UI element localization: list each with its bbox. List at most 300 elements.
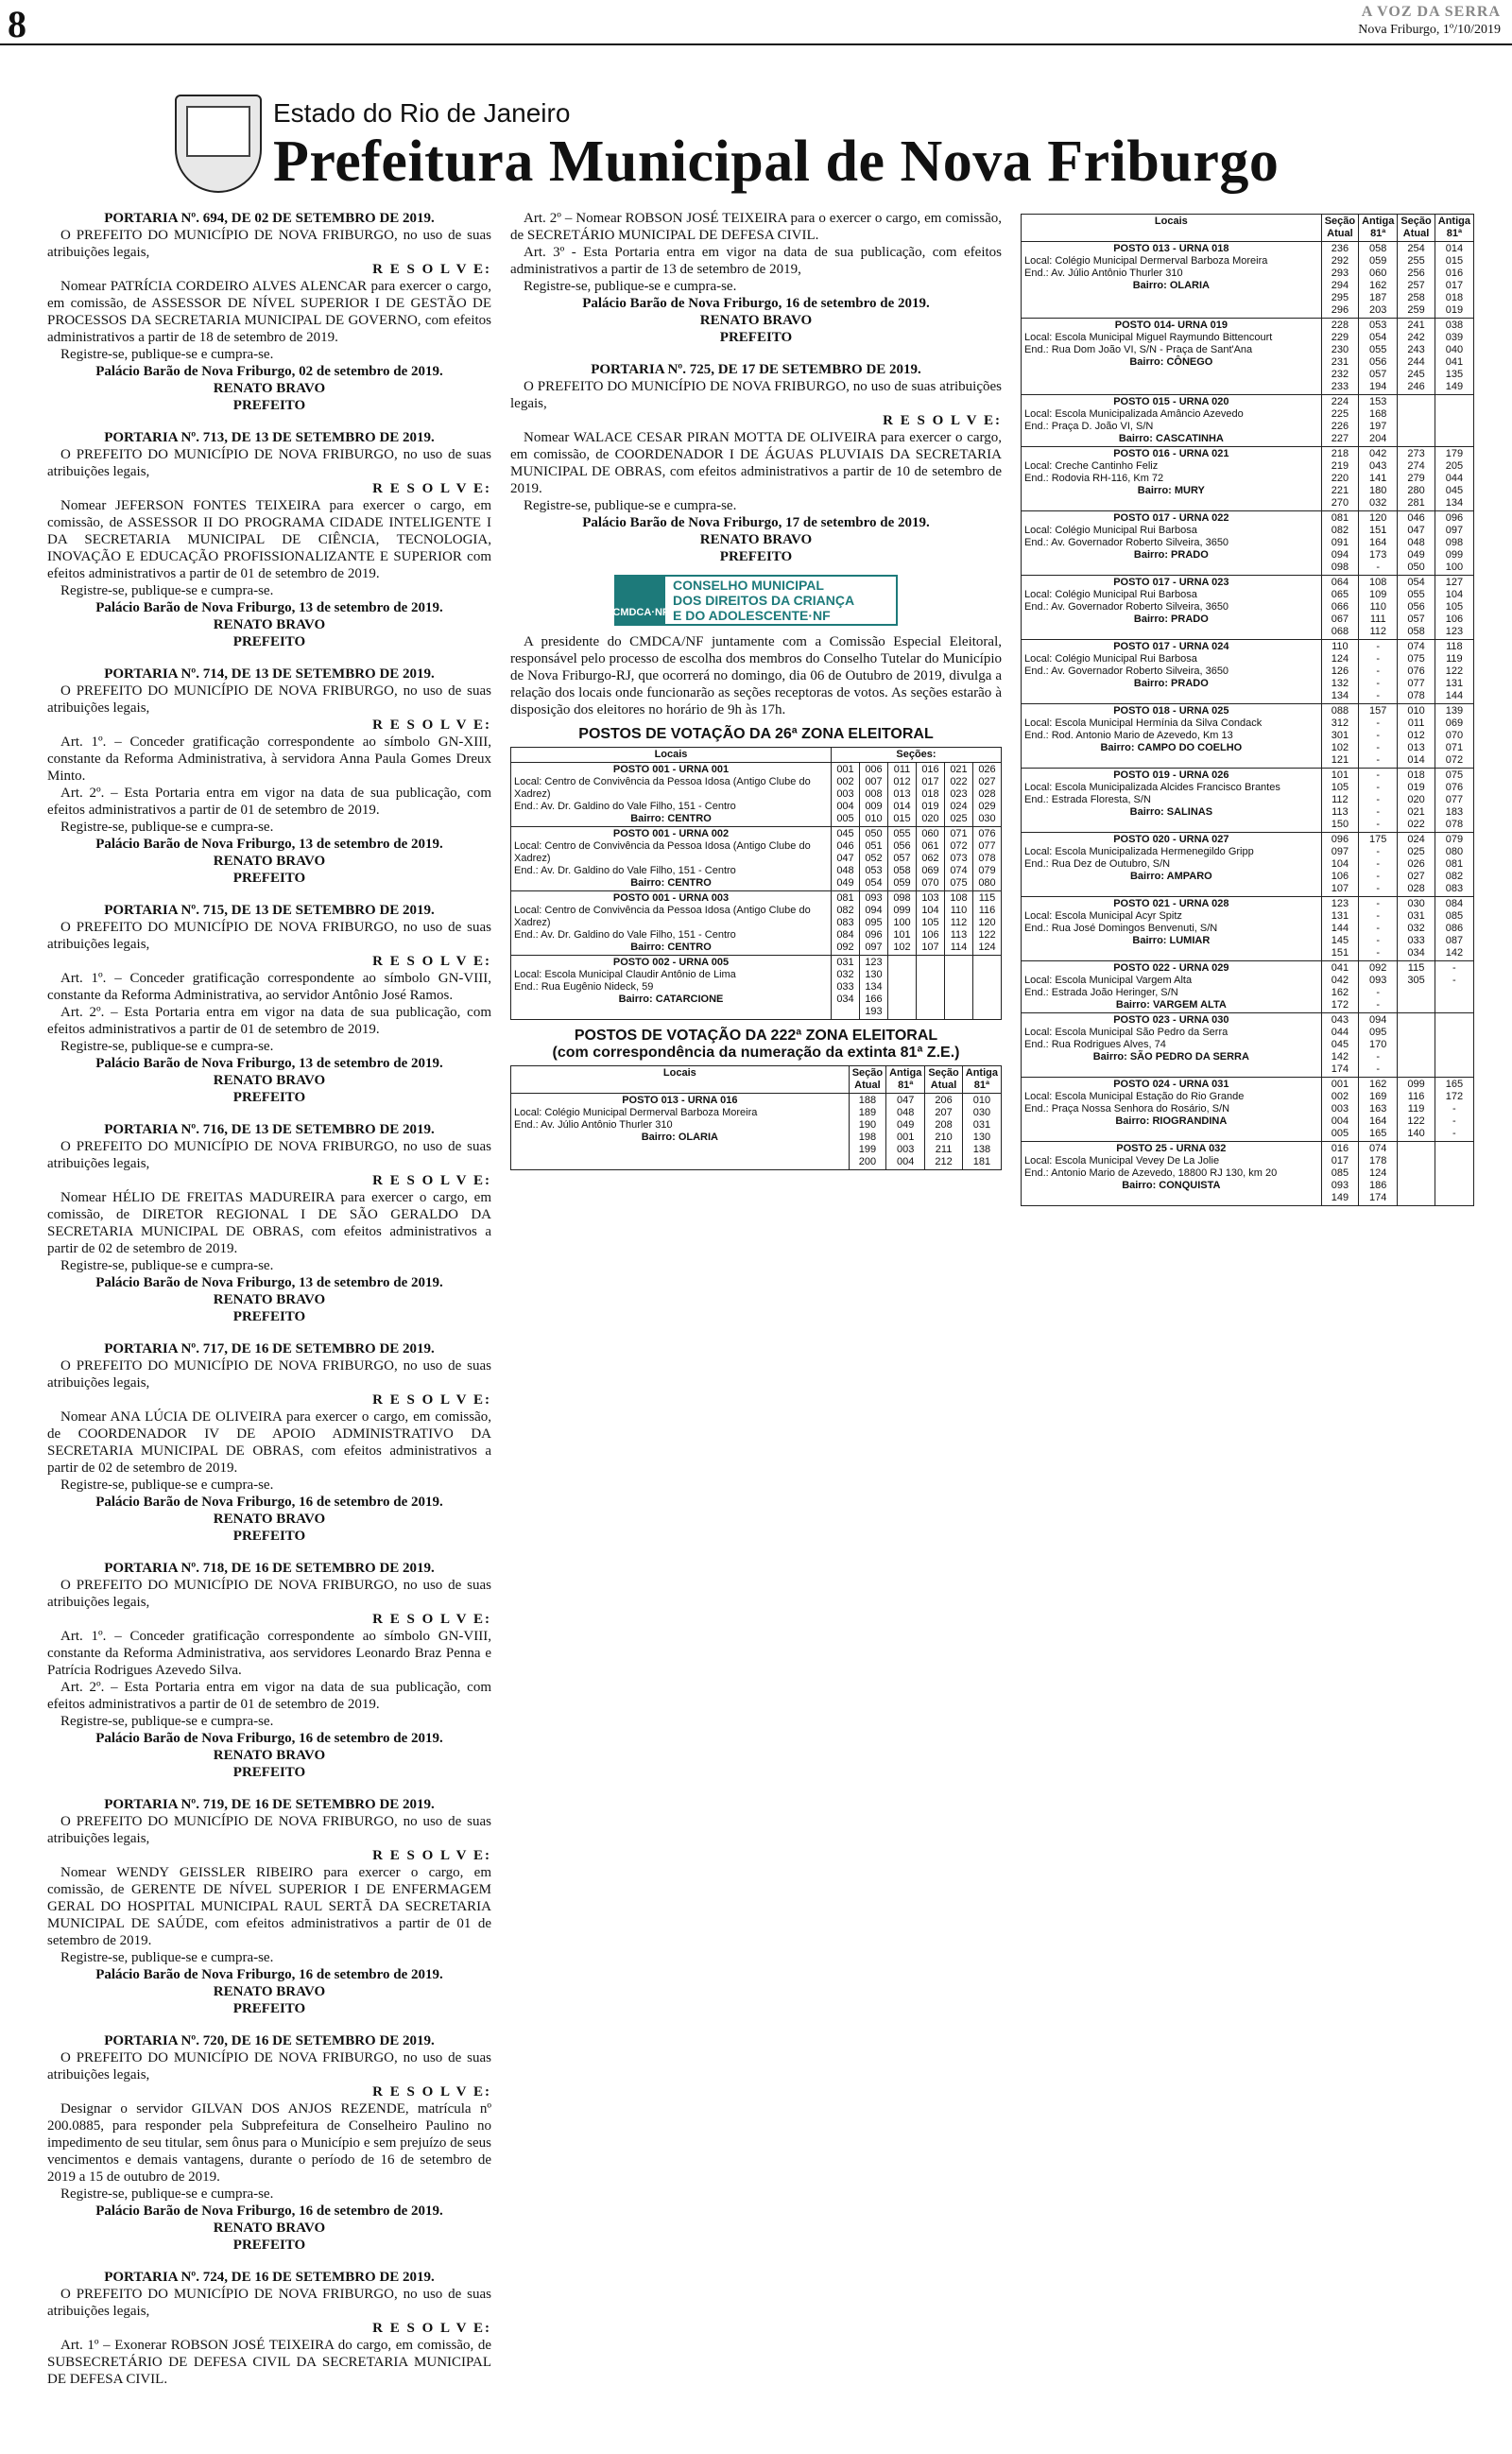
zone-26-table: [510, 747, 1002, 1020]
publish-line: Registre-se, publique-se e cumpra-se.: [524, 279, 737, 294]
location-district: Bairro: AMPARO: [1129, 871, 1212, 882]
mayor-role: PREFEITO: [232, 1090, 306, 1105]
section-current: [1398, 1013, 1435, 1078]
section-old-81: [1435, 1013, 1473, 1078]
location-name: Local: Centro de Convivência da Pessoa Idosa (Antigo Clube do Xadrez): [514, 840, 811, 864]
section-numbers: 093 094 095 096 097: [860, 891, 888, 956]
table-row: [1022, 704, 1474, 769]
signature-place: Palácio Barão de Nova Friburgo, 13 de setembro de 2019.: [95, 1056, 443, 1071]
logo-line: CONSELHO MUNICIPAL: [673, 578, 824, 593]
table-row: [1022, 576, 1474, 640]
header-antiga: Antiga 81ª: [1359, 215, 1398, 242]
section-current: 041 042 162 172: [1321, 961, 1358, 1013]
portaria-716: [47, 1121, 491, 1325]
section-old-81: 127 104 105 106 123: [1435, 576, 1473, 640]
column-polling-stations: [1021, 210, 1474, 1206]
portaria-725: [510, 361, 1002, 565]
polling-station-name: POSTO 015 - URNA 020: [1113, 396, 1229, 407]
section-current: 206 207 208 210 211 212: [925, 1094, 962, 1170]
location-district: Bairro: SÃO PEDRO DA SERRA: [1092, 1051, 1249, 1063]
location-name: Local: Colégio Municipal Dermerval Barboza Moreira: [514, 1107, 758, 1118]
location-district: Bairro: SALINAS: [1129, 806, 1213, 818]
location-district: Bairro: CATARCIONE: [618, 994, 724, 1005]
section-old-81: [1435, 395, 1473, 447]
zone-222-table: [510, 1065, 1002, 1170]
page-number: 8: [8, 3, 26, 45]
table-row: [1022, 640, 1474, 704]
location-district: Bairro: RIOGRANDINA: [1115, 1115, 1228, 1127]
portaria-body: Nomear ANA LÚCIA DE OLIVEIRA para exercer o cargo, em comissão, de COORDENADOR IV DE APOIO ADMINISTRATIVO DA SECRETARIA MUNICIPAL DE OBRAS, com efeitos administrativos a partir de 02 de setembro de 2019.: [47, 1409, 491, 1476]
section-current: 099 116 119 122 140: [1398, 1078, 1435, 1142]
section-numbers: 098 099 100 101 102: [888, 891, 917, 956]
polling-location: [1022, 319, 1322, 395]
header-antiga: Antiga 81ª: [1435, 215, 1473, 242]
polling-location: [1022, 242, 1322, 319]
column-portarias-1: [47, 210, 491, 2388]
logo-line: E DO ADOLESCENTE·NF: [673, 608, 831, 623]
mayor-role: PREFEITO: [232, 1765, 306, 1780]
polling-station-name: POSTO 019 - URNA 026: [1113, 769, 1229, 781]
portaria-724-continued: [510, 210, 1002, 346]
section-numbers: 123 130 134 166 193: [860, 956, 888, 1020]
polling-location: [1022, 1142, 1322, 1206]
section-old-81: 139 069 070 071 072: [1435, 704, 1473, 769]
portaria-intro: O PREFEITO DO MUNICÍPIO DE NOVA FRIBURGO, no uso de suas atribuições legais,: [47, 1358, 491, 1391]
section-current: 110 124 126 132 134: [1321, 640, 1358, 704]
location-address: End.: Av. Dr. Galdino do Vale Filho, 151 - Centro: [514, 801, 736, 812]
resolve-label: R E S O L V E:: [372, 262, 491, 277]
resolve-label: R E S O L V E:: [883, 413, 1002, 428]
portaria-intro: O PREFEITO DO MUNICÍPIO DE NOVA FRIBURGO, no uso de suas atribuições legais,: [47, 1814, 491, 1846]
section-numbers: 108 110 112 113 114: [945, 891, 973, 956]
signature-place: Palácio Barão de Nova Friburgo, 17 de setembro de 2019.: [582, 515, 930, 530]
section-old-81: 108 109 110 111 112: [1359, 576, 1398, 640]
section-old-81: 157 - - - -: [1359, 704, 1398, 769]
portaria-title: PORTARIA Nº. 720, DE 16 DE SETEMBRO DE 2019.: [104, 2033, 435, 2048]
location-address: End.: Av. Dr. Galdino do Vale Filho, 151 - Centro: [514, 929, 736, 941]
polling-station-name: POSTO 001 - URNA 001: [612, 764, 730, 775]
section-old-81: 053 054 055 056 057 194: [1359, 319, 1398, 395]
location-name: Local: Escola Municipal Claudir Antônio de Lima: [514, 969, 736, 980]
publish-line: Registre-se, publique-se e cumpra-se.: [60, 2186, 274, 2202]
portaria-title: PORTARIA Nº. 724, DE 16 DE SETEMBRO DE 2019.: [104, 2270, 435, 2285]
polling-location: [1022, 640, 1322, 704]
portaria-718: [47, 1560, 491, 1781]
portaria-title: PORTARIA Nº. 713, DE 13 DE SETEMBRO DE 2019.: [104, 430, 435, 445]
location-district: Bairro: CENTRO: [630, 877, 712, 889]
portaria-body: Designar o servidor GILVAN DOS ANJOS REZENDE, matrícula nº 200.0885, para responder pela Subprefeitura de Conselheiro Paulino no impedimento de seu titular, sem ônus para o Município e sem prejuízo de seus vencimentos e demais vantagens, durante o período de 16 de setembro de 2019 a 15 de outubro de 2019.: [47, 2101, 491, 2185]
portaria-717: [47, 1340, 491, 1545]
location-district: Bairro: PRADO: [1133, 614, 1209, 625]
section-numbers: 021 022 023 024 025: [945, 763, 973, 827]
location-district: Bairro: CASCATINHA: [1118, 433, 1224, 444]
header-locais: Locais: [1022, 215, 1322, 242]
polling-location: [511, 891, 832, 956]
mayor-role: PREFEITO: [719, 549, 793, 564]
table-row: [1022, 1013, 1474, 1078]
portaria-title: PORTARIA Nº. 715, DE 13 DE SETEMBRO DE 2019.: [104, 903, 435, 918]
section-numbers: [973, 956, 1002, 1020]
polling-station-name: POSTO 017 - URNA 022: [1113, 512, 1229, 524]
portaria-720: [47, 2032, 491, 2254]
section-numbers: 026 027 028 029 030: [973, 763, 1002, 827]
location-name: Local: Centro de Convivência da Pessoa Idosa (Antigo Clube do Xadrez): [514, 776, 811, 800]
portaria-body: Nomear PATRÍCIA CORDEIRO ALVES ALENCAR para exercer o cargo, em comissão, de ASSESSOR DE NÍVEL SUPERIOR I DE GESTÃO DE PROCESSOS DA SECRETARIA MUNICIPAL DE GOVERNO, com efeitos administrativos a partir de 18 de setembro de 2019.: [47, 279, 491, 345]
portaria-title: PORTARIA Nº. 725, DE 17 DE SETEMBRO DE 2019.: [591, 362, 921, 377]
location-name: Local: Escola Municipal São Pedro da Serra: [1024, 1027, 1228, 1038]
location-name: Local: Escola Municipal Hermínia da Silva Condack: [1024, 717, 1263, 729]
section-numbers: 115 116 120 122 124: [973, 891, 1002, 956]
section-current: 236 292 293 294 295 296: [1321, 242, 1358, 319]
section-current: 218 219 220 221 270: [1321, 447, 1358, 511]
column-portarias-2: [510, 210, 1002, 1170]
section-numbers: 031 032 033 034: [832, 956, 860, 1020]
section-numbers: 103 104 105 106 107: [917, 891, 945, 956]
signature-place: Palácio Barão de Nova Friburgo, 16 de setembro de 2019.: [95, 2203, 443, 2219]
newspaper-name: A VOZ DA SERRA: [1361, 4, 1501, 20]
cmdca-icon: CMDCA·NF: [616, 577, 665, 624]
location-address: End.: Estrada João Heringer, S/N: [1024, 987, 1178, 998]
polling-station-name: POSTO 018 - URNA 025: [1113, 705, 1229, 717]
section-numbers: 006 007 008 009 010: [860, 763, 888, 827]
resolve-label: R E S O L V E:: [372, 1848, 491, 1863]
location-address: End.: Rodovia RH-116, Km 72: [1024, 473, 1164, 484]
polling-station-name: POSTO 023 - URNA 030: [1113, 1014, 1229, 1026]
location-district: Bairro: OLARIA: [1132, 280, 1210, 291]
location-address: End.: Rod. Antonio Mario de Azevedo, Km 13: [1024, 730, 1233, 741]
article-2: Art. 2º. – Esta Portaria entra em vigor na data de sua publicação, com efeitos administrativos a partir de 01 de setembro de 2019.: [47, 1005, 491, 1037]
section-old-81: 079 080 081 082 083: [1435, 833, 1473, 897]
section-old-81: 096 097 098 099 100: [1435, 511, 1473, 576]
section-current: 024 025 026 027 028: [1398, 833, 1435, 897]
location-name: Local: Creche Cantinho Feliz: [1024, 460, 1159, 472]
signature-place: Palácio Barão de Nova Friburgo, 13 de setembro de 2019.: [95, 600, 443, 615]
publish-line: Registre-se, publique-se e cumpra-se.: [60, 1258, 274, 1273]
portaria-intro: O PREFEITO DO MUNICÍPIO DE NOVA FRIBURGO, no uso de suas atribuições legais,: [47, 920, 491, 952]
section-old-81: 118 119 122 131 144: [1435, 640, 1473, 704]
section-old-81: 010 030 031 130 138 181: [962, 1094, 1001, 1170]
section-old-81: 162 169 163 164 165: [1359, 1078, 1398, 1142]
location-address: End.: Rua Rodrigues Alves, 74: [1024, 1039, 1166, 1050]
article-2: Art. 2º. – Esta Portaria entra em vigor na data de sua publicação, com efeitos administrativos a partir de 01 de setembro de 2019.: [47, 1680, 491, 1712]
section-old-81: [1435, 1142, 1473, 1206]
polling-location: [1022, 833, 1322, 897]
section-old-81: 120 151 164 173 -: [1359, 511, 1398, 576]
polling-location: [511, 956, 832, 1020]
portaria-719: [47, 1796, 491, 2017]
section-numbers: 081 082 083 084 092: [832, 891, 860, 956]
resolve-label: R E S O L V E:: [372, 1612, 491, 1627]
zone-26-title: POSTOS DE VOTAÇÃO DA 26ª ZONA ELEITORAL: [578, 726, 934, 742]
location-district: Bairro: LUMIAR: [1132, 935, 1211, 946]
header-locais: Locais: [511, 1066, 850, 1094]
table-row: [1022, 395, 1474, 447]
mayor-role: PREFEITO: [232, 1309, 306, 1324]
location-name: Local: Escola Municipalizada Alcides Francisco Brantes: [1024, 782, 1280, 793]
section-current: 010 011 012 013 014: [1398, 704, 1435, 769]
portaria-body: Nomear WENDY GEISSLER RIBEIRO para exercer o cargo, em comissão, de GERENTE DE NÍVEL SUPERIOR I DE ENFERMAGEM GERAL DO HOSPITAL MUNICIPAL RAUL SERTÃ DA SECRETARIA MUNICIPAL DE SAÚDE, com efeitos administrativos a partir de 01 de setembro de 2019.: [47, 1865, 491, 1948]
section-current: 030 031 032 033 034: [1398, 897, 1435, 961]
location-name: Local: Escola Municipalizada Amâncio Azevedo: [1024, 408, 1244, 420]
section-old-81: 165 172 - - -: [1435, 1078, 1473, 1142]
polling-location: [1022, 961, 1322, 1013]
mayor-name: RENATO BRAVO: [213, 1073, 326, 1088]
mayor-name: RENATO BRAVO: [213, 617, 326, 632]
section-numbers: 050 051 052 053 054: [860, 827, 888, 891]
table-row: [1022, 242, 1474, 319]
location-district: Bairro: PRADO: [1133, 549, 1209, 561]
signature-place: Palácio Barão de Nova Friburgo, 16 de setembro de 2019.: [95, 1731, 443, 1746]
location-address: End.: Rua Dez de Outubro, S/N: [1024, 858, 1171, 870]
location-address: End.: Av. Júlio Antônio Thurler 310: [514, 1119, 673, 1131]
section-current: 081 082 091 094 098: [1321, 511, 1358, 576]
polling-station-name: POSTO 024 - URNA 031: [1113, 1079, 1229, 1090]
table-row: [1022, 511, 1474, 576]
section-old-81: 179 205 044 045 134: [1435, 447, 1473, 511]
portaria-title: PORTARIA Nº. 716, DE 13 DE SETEMBRO DE 2019.: [104, 1122, 435, 1137]
section-current: [1398, 395, 1435, 447]
location-name: Local: Colégio Municipal Rui Barbosa: [1024, 589, 1197, 600]
mayor-role: PREFEITO: [232, 634, 306, 649]
section-numbers: 001 002 003 004 005: [832, 763, 860, 827]
portaria-intro: O PREFEITO DO MUNICÍPIO DE NOVA FRIBURGO, no uso de suas atribuições legais,: [47, 228, 491, 260]
section-numbers: 060 061 062 069 070: [917, 827, 945, 891]
section-current: 273 274 279 280 281: [1398, 447, 1435, 511]
portaria-body: Nomear JEFERSON FONTES TEIXEIRA para exercer o cargo, em comissão, de ASSESSOR II DO PROGRAMA CIDADE INTELIGENTE I DA SECRETARIA MUNICIPAL DE CIÊNCIA, TECNOLOGIA, INOVAÇÃO E EDUCAÇÃO PROFISSIONALIZANTE E SUPERIOR com efeitos administrativos a partir de 01 de setembro de 2019.: [47, 498, 491, 581]
location-district: Bairro: VARGEM ALTA: [1115, 999, 1227, 1011]
section-current: 018 019 020 021 022: [1398, 769, 1435, 833]
section-current: 123 131 144 145 151: [1321, 897, 1358, 961]
section-old-81: - -: [1435, 961, 1473, 1013]
section-old-81: 042 043 141 180 032: [1359, 447, 1398, 511]
polling-station-name: POSTO 25 - URNA 032: [1116, 1143, 1227, 1154]
polling-location: [1022, 395, 1322, 447]
mayor-name: RENATO BRAVO: [213, 1984, 326, 1999]
table-row: [1022, 1142, 1474, 1206]
portaria-intro: O PREFEITO DO MUNICÍPIO DE NOVA FRIBURGO, no uso de suas atribuições legais,: [47, 683, 491, 716]
portaria-intro: O PREFEITO DO MUNICÍPIO DE NOVA FRIBURGO, no uso de suas atribuições legais,: [47, 1578, 491, 1610]
table-row: [511, 956, 1002, 1020]
location-address: End.: Av. Governador Roberto Silveira, 3650: [1024, 665, 1229, 677]
location-address: End.: Antonio Mario de Azevedo, 18800 RJ 130, km 20: [1024, 1167, 1278, 1179]
resolve-label: R E S O L V E:: [372, 717, 491, 733]
portaria-intro: O PREFEITO DO MUNICÍPIO DE NOVA FRIBURGO, no uso de suas atribuições legais,: [510, 379, 1002, 411]
portaria-body: Nomear WALACE CESAR PIRAN MOTTA DE OLIVEIRA para exercer o cargo, em comissão, de COORDENADOR I DE ÁGUAS PLUVIAIS DA SECRETARIA MUNICIPAL DE OBRAS, com efeitos administrativos a partir de 10 de setembro de 2019.: [510, 430, 1002, 496]
polling-location: [1022, 1078, 1322, 1142]
portaria-intro: O PREFEITO DO MUNICÍPIO DE NOVA FRIBURGO, no uso de suas atribuições legais,: [47, 447, 491, 479]
location-district: Bairro: CENTRO: [630, 942, 712, 953]
resolve-label: R E S O L V E:: [372, 1173, 491, 1188]
newspaper-date: Nova Friburgo, 1º/10/2019: [1358, 23, 1501, 37]
mayor-role: PREFEITO: [232, 871, 306, 886]
masthead: [175, 87, 1337, 200]
section-old-81: 074 178 124 186 174: [1359, 1142, 1398, 1206]
table-row: [1022, 769, 1474, 833]
signature-place: Palácio Barão de Nova Friburgo, 13 de setembro de 2019.: [95, 1275, 443, 1290]
table-row: [1022, 897, 1474, 961]
section-current: 064 065 066 067 068: [1321, 576, 1358, 640]
resolve-label: R E S O L V E:: [372, 481, 491, 496]
zone-222-subtitle: (com correspondência da numeração da extinta 81ª Z.E.): [552, 1045, 960, 1061]
signature-place: Palácio Barão de Nova Friburgo, 13 de setembro de 2019.: [95, 837, 443, 852]
portaria-intro: O PREFEITO DO MUNICÍPIO DE NOVA FRIBURGO, no uso de suas atribuições legais,: [47, 2287, 491, 2319]
mayor-name: RENATO BRAVO: [699, 532, 813, 547]
portaria-694: [47, 210, 491, 414]
signature-place: Palácio Barão de Nova Friburgo, 02 de setembro de 2019.: [95, 364, 443, 379]
section-current: 001 002 003 004 005: [1321, 1078, 1358, 1142]
polling-location: [1022, 704, 1322, 769]
polling-station-name: POSTO 014- URNA 019: [1114, 320, 1228, 331]
resolve-label: R E S O L V E:: [372, 1392, 491, 1408]
mayor-role: PREFEITO: [719, 330, 793, 345]
polling-location: [511, 827, 832, 891]
portaria-body: Nomear HÉLIO DE FREITAS MADUREIRA para exercer o cargo, em comissão, de DIRETOR REGIONAL I DE SÃO GERALDO DA SECRETARIA MUNICIPAL DE OBRAS, com efeitos administrativos a partir de 02 de setembro de 2019.: [47, 1190, 491, 1256]
table-row: [1022, 961, 1474, 1013]
publish-line: Registre-se, publique-se e cumpra-se.: [524, 498, 737, 513]
location-name: Local: Escola Municipal Acyr Spitz: [1024, 910, 1182, 922]
polling-location: [1022, 769, 1322, 833]
table-row: [1022, 447, 1474, 511]
location-district: Bairro: MURY: [1137, 485, 1205, 496]
portaria-title: PORTARIA Nº. 714, DE 13 DE SETEMBRO DE 2019.: [104, 666, 435, 682]
location-district: Bairro: CENTRO: [630, 813, 712, 824]
section-old-81: - - - - -: [1359, 640, 1398, 704]
cmdca-logo: [614, 575, 898, 626]
section-current: 054 055 056 057 058: [1398, 576, 1435, 640]
mayor-name: RENATO BRAVO: [213, 1292, 326, 1307]
location-name: Local: Escola Municipalizada Hermenegildo Gripp: [1024, 846, 1254, 857]
section-old-81: 094 095 170 - -: [1359, 1013, 1398, 1078]
section-old-81: 038 039 040 041 135 149: [1435, 319, 1473, 395]
section-numbers: 016 017 018 019 020: [917, 763, 945, 827]
location-address: End.: Av. Governador Roberto Silveira, 3650: [1024, 601, 1229, 613]
section-old-81: 058 059 060 162 187 203: [1359, 242, 1398, 319]
publish-line: Registre-se, publique-se e cumpra-se.: [60, 1478, 274, 1493]
publish-line: Registre-se, publique-se e cumpra-se.: [60, 1950, 274, 1965]
logo-line: DOS DIREITOS DA CRIANÇA: [673, 593, 855, 608]
section-current: 188 189 190 198 199 200: [849, 1094, 885, 1170]
header-secao-atual: Seção Atual: [1321, 215, 1358, 242]
signature-place: Palácio Barão de Nova Friburgo, 16 de setembro de 2019.: [95, 1495, 443, 1510]
section-current: 074 075 076 077 078: [1398, 640, 1435, 704]
polling-location: [511, 1094, 850, 1170]
polling-station-name: POSTO 017 - URNA 023: [1113, 577, 1229, 588]
article-2: Art. 2º – Nomear ROBSON JOSÉ TEIXEIRA para o exercer o cargo, em comissão, de SECRETÁRIO MUNICIPAL DE DEFESA CIVIL.: [510, 211, 1002, 243]
section-current: 224 225 226 227: [1321, 395, 1358, 447]
signature-place: Palácio Barão de Nova Friburgo, 16 de setembro de 2019.: [95, 1967, 443, 1982]
polling-station-name: POSTO 016 - URNA 021: [1113, 448, 1229, 459]
header-secao-atual: Seção Atual: [1398, 215, 1435, 242]
table-row: [511, 827, 1002, 891]
coat-of-arms-icon: [175, 95, 262, 193]
table-row: [511, 1094, 1002, 1170]
portaria-715: [47, 902, 491, 1106]
article-1: Art. 1º – Exonerar ROBSON JOSÉ TEIXEIRA do cargo, em comissão, de SUBSECRETÁRIO DE DEFESA CIVIL DA SECRETARIA MUNICIPAL DE DEFESA CIVIL.: [47, 2338, 491, 2387]
table-row: [511, 891, 1002, 956]
section-current: 016 017 085 093 149: [1321, 1142, 1358, 1206]
portaria-724: [47, 2269, 491, 2388]
mayor-name: RENATO BRAVO: [699, 313, 813, 328]
polling-station-name: POSTO 021 - URNA 028: [1113, 898, 1229, 909]
header-locais: Locais: [511, 748, 832, 763]
location-name: Local: Centro de Convivência da Pessoa Idosa (Antigo Clube do Xadrez): [514, 905, 811, 928]
section-old-81: 014 015 016 017 018 019: [1435, 242, 1473, 319]
section-numbers: 011 012 013 014 015: [888, 763, 917, 827]
publish-line: Registre-se, publique-se e cumpra-se.: [60, 347, 274, 362]
section-current: 241 242 243 244 245 246: [1398, 319, 1435, 395]
section-numbers: [945, 956, 973, 1020]
mayor-role: PREFEITO: [232, 2238, 306, 2253]
mayor-role: PREFEITO: [232, 2001, 306, 2016]
location-address: End.: Rua Eugênio Nideck, 59: [514, 981, 654, 993]
section-current: 096 097 104 106 107: [1321, 833, 1358, 897]
polling-station-name: POSTO 002 - URNA 005: [612, 957, 730, 968]
location-district: Bairro: CÔNEGO: [1129, 356, 1213, 368]
location-address: End.: Av. Júlio Antônio Thurler 310: [1024, 268, 1183, 279]
portaria-title: PORTARIA Nº. 719, DE 16 DE SETEMBRO DE 2019.: [104, 1797, 435, 1812]
header-secoes: Seções:: [832, 748, 1002, 763]
resolve-label: R E S O L V E:: [372, 954, 491, 969]
table-row: [1022, 319, 1474, 395]
location-address: End.: Av. Dr. Galdino do Vale Filho, 151 - Centro: [514, 865, 736, 876]
polling-location: [511, 763, 832, 827]
polling-station-name: POSTO 013 - URNA 016: [622, 1095, 738, 1106]
location-address: End.: Av. Governador Roberto Silveira, 3650: [1024, 537, 1229, 548]
mayor-name: RENATO BRAVO: [213, 381, 326, 396]
location-name: Local: Escola Municipal Vargem Alta: [1024, 975, 1193, 986]
polling-station-name: POSTO 020 - URNA 027: [1113, 834, 1229, 845]
section-current: 088 312 301 102 121: [1321, 704, 1358, 769]
mayor-name: RENATO BRAVO: [213, 1512, 326, 1527]
city-hall-name: Prefeitura Municipal de Nova Friburgo: [273, 130, 1280, 194]
article-3: Art. 3º - Esta Portaria entra em vigor na data de sua publicação, com efeitos administrativos a partir de 13 de setembro de 2019,: [510, 245, 1002, 277]
mayor-role: PREFEITO: [232, 1529, 306, 1544]
publish-line: Registre-se, publique-se e cumpra-se.: [60, 1039, 274, 1054]
section-current: 101 105 112 113 150: [1321, 769, 1358, 833]
section-old-81: 175 - - - -: [1359, 833, 1398, 897]
polling-location: [1022, 1013, 1322, 1078]
publish-line: Registre-se, publique-se e cumpra-se.: [60, 820, 274, 835]
polling-station-name: POSTO 022 - URNA 029: [1113, 962, 1229, 974]
portaria-title: PORTARIA Nº. 717, DE 16 DE SETEMBRO DE 2019.: [104, 1341, 435, 1357]
publish-line: Registre-se, publique-se e cumpra-se.: [60, 1714, 274, 1729]
location-address: End.: Estrada Floresta, S/N: [1024, 794, 1151, 805]
article-1: Art. 1º. – Conceder gratificação correspondente ao símbolo GN-VIII, constante da Reforma Administrativa, ao servidor Antônio José Ramos.: [47, 971, 491, 1003]
location-name: Local: Colégio Municipal Dermerval Barboza Moreira: [1024, 255, 1268, 267]
page-header: [0, 0, 1512, 45]
polling-station-name: POSTO 013 - URNA 018: [1113, 243, 1229, 254]
article-1: Art. 1º. – Conceder gratificação correspondente ao símbolo GN-VIII, constante da Reforma Administrativa, aos servidores Leonardo Braz Penna e Patrícia Rodrigues Azevedo Silva.: [47, 1629, 491, 1678]
article-1: Art. 1º. – Conceder gratificação correspondente ao símbolo GN-XIII, constante da Reforma Administrativa, à servidora Anna Paula Gomes Dreux Minto.: [47, 734, 491, 784]
polling-station-name: POSTO 001 - URNA 003: [612, 892, 730, 904]
section-old-81: - - - - -: [1359, 897, 1398, 961]
state-name: Estado do Rio de Janeiro: [273, 98, 571, 128]
polling-location: [1022, 897, 1322, 961]
polling-location: [1022, 576, 1322, 640]
section-old-81: 075 076 077 183 078: [1435, 769, 1473, 833]
portaria-title: PORTARIA Nº. 718, DE 16 DE SETEMBRO DE 2019.: [104, 1561, 435, 1576]
mayor-name: RENATO BRAVO: [213, 2221, 326, 2236]
section-numbers: 071 072 073 074 075: [945, 827, 973, 891]
section-old-81: 047 048 049 001 003 004: [886, 1094, 925, 1170]
table-row: [1022, 833, 1474, 897]
location-address: End.: Praça D. João VI, S/N: [1024, 421, 1154, 432]
signature-place: Palácio Barão de Nova Friburgo, 16 de setembro de 2019.: [582, 296, 930, 311]
polling-location: [1022, 447, 1322, 511]
section-old-81: - - - - -: [1359, 769, 1398, 833]
location-name: Local: Escola Municipal Vevey De La Jolie: [1024, 1155, 1220, 1167]
location-district: Bairro: PRADO: [1133, 678, 1209, 689]
